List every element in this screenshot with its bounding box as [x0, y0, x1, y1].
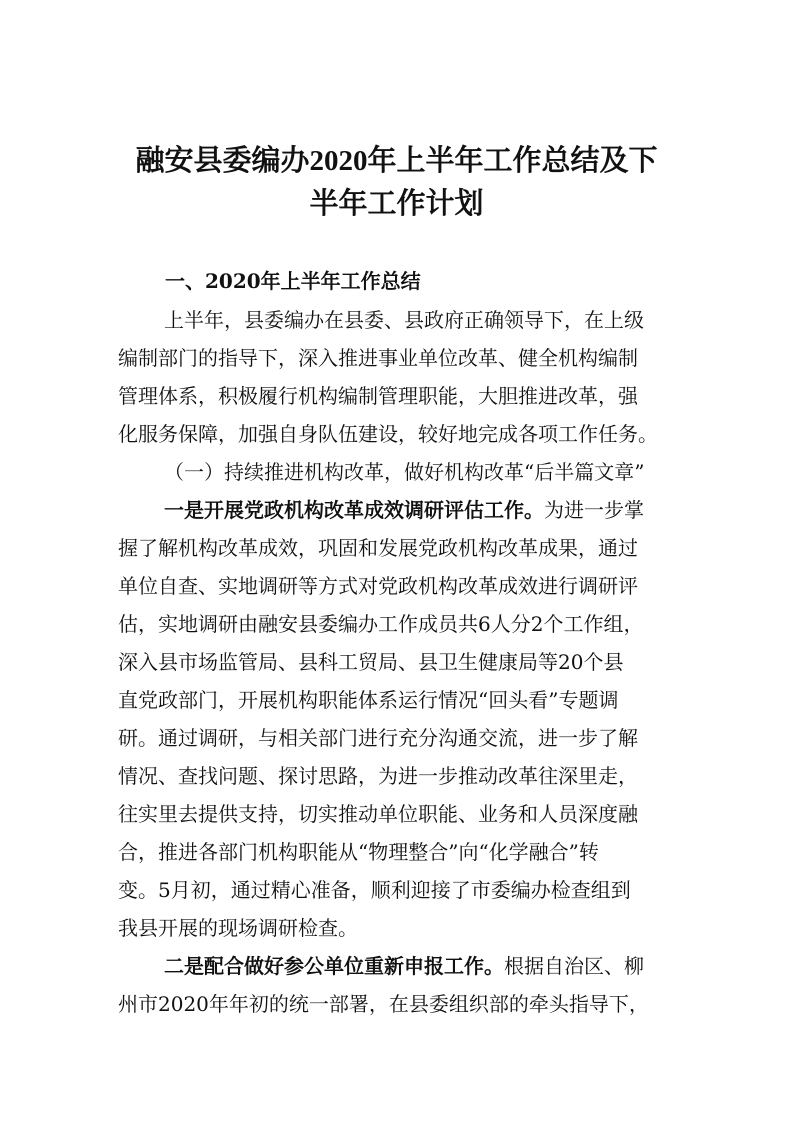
paragraph-line: 往实里去提供支持，切实推动单位职能、业务和人员深度融: [118, 802, 638, 826]
title-line-2: 半年工作计划: [309, 188, 484, 220]
paragraph-line: 我县开展的现场调研检查。: [118, 916, 358, 940]
paragraph-line: 深入县市场监管局、县科工贸局、县卫生健康局等20个县: [118, 650, 624, 674]
subsection-heading: （一）持续推进机构改革，做好机构改革“后半篇文章”: [164, 460, 645, 484]
paragraph-line: 上半年，县委编办在县委、县政府正确领导下，在上级: [164, 308, 644, 332]
paragraph-line: [118, 947, 644, 985]
item-text: 为进一步掌: [544, 498, 644, 522]
paragraph-line: 单位自查、实地调研等方式对党政机构改革成效进行调研评: [118, 574, 638, 598]
paragraph-line: 情况、查找问题、探讨思路，为进一步推动改革往深里走，: [118, 764, 638, 788]
paragraph-line: [118, 491, 644, 529]
document-body: [118, 301, 658, 1023]
paragraph-line: 研。通过调研，与相关部门进行充分沟通交流，进一步了解: [118, 726, 638, 750]
paragraph-line: 估，实地调研由融安县委编办工作成员共6人分2个工作组，: [118, 612, 644, 636]
paragraph-line: 握了解机构改革成效，巩固和发展党政机构改革成果，通过: [118, 536, 638, 560]
item-lead: 二是配合做好参公单位重新申报工作。: [164, 954, 504, 978]
document-title: [0, 140, 793, 226]
section-heading: 一、2020年上半年工作总结: [165, 269, 421, 293]
paragraph-line: 编制部门的指导下，深入推进事业单位改革、健全机构编制: [118, 346, 638, 370]
paragraph-line: 管理体系，积极履行机构编制管理职能，大胆推进改革，强: [118, 384, 638, 408]
title-line-1: 融安县委编办2020年上半年工作总结及下: [135, 145, 658, 177]
item-text: 根据自治区、柳: [504, 954, 644, 978]
item-lead: 一是开展党政机构改革成效调研评估工作。: [164, 498, 544, 522]
paragraph-line: 变。5月初，通过精心准备，顺利迎接了市委编办检查组到: [118, 878, 631, 902]
paragraph-line: 州市2020年年初的统一部署，在县委组织部的牵头指导下，: [118, 992, 649, 1016]
paragraph-line: 直党政部门，开展机构职能体系运行情况“回头看”专题调: [118, 688, 619, 712]
paragraph-line: 合，推进各部门机构职能从“物理整合”向“化学融合”转: [118, 840, 599, 864]
paragraph-line: 化服务保障，加强自身队伍建设，较好地完成各项工作任务。: [118, 422, 658, 446]
